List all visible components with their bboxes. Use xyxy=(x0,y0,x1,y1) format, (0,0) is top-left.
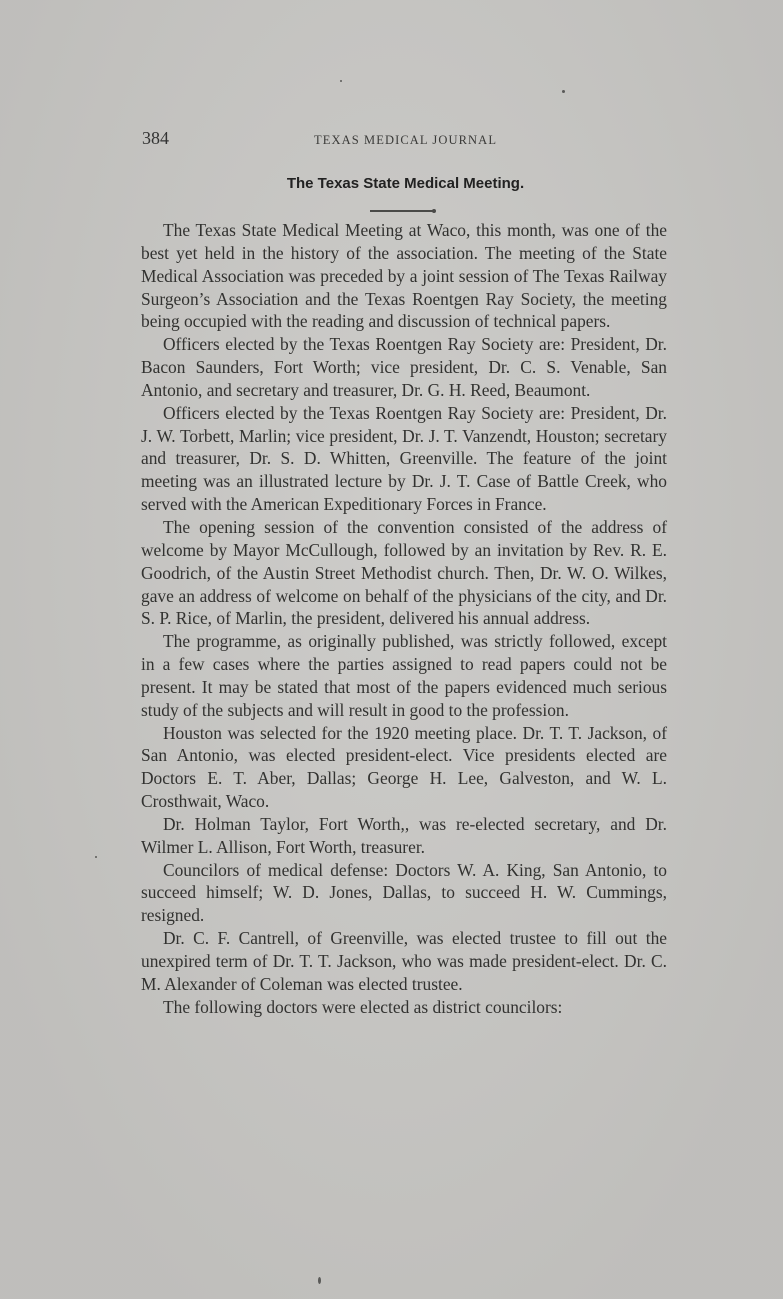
paragraph: Dr. Holman Taylor, Fort Worth,, was re-elected secretary, and Dr. Wilmer L. Allison, Fort Worth, treasurer. xyxy=(141,813,667,857)
paper-speck xyxy=(318,1277,321,1284)
title-rule xyxy=(370,210,433,212)
journal-title: TEXAS MEDICAL JOURNAL xyxy=(314,133,498,147)
paper-speck xyxy=(95,856,97,858)
paragraph: The opening session of the convention consisted of the address of welcome by Mayor McCullough, followed by an invitation by Rev. R. E. Goodrich, of the Austin Street Methodist church. Then, Dr. W. O. Wilkes, gave an address of welcome on behalf of the physicians of the city, and Dr. S. P. Rice, of Marlin, the president, delivered his annual address. xyxy=(141,516,667,629)
paragraph: The following doctors were elected as district councilors: xyxy=(163,996,563,1017)
paragraph: Councilors of medical defense: Doctors W. A. King, San Antonio, to succeed himself; W. D. Jones, Dallas, to succeed H. W. Cummings, resigned. xyxy=(141,859,667,926)
article-title: The Texas State Medical Meeting. xyxy=(286,175,525,192)
paragraph: Houston was selected for the 1920 meeting place. Dr. T. T. Jackson, of San Antonio, was elected president-elect. Vice presidents elected are Doctors E. T. Aber, Dallas; George H. Lee, Galveston, and W. L. Crosthwait, Waco. xyxy=(141,722,667,812)
paper-speck xyxy=(340,80,342,82)
article-body xyxy=(141,219,667,1019)
paragraph: Dr. C. F. Cantrell, of Greenville, was elected trustee to fill out the unexpired term of Dr. T. T. Jackson, who was made president-elect. Dr. C. M. Alexander of Coleman was elected trustee. xyxy=(141,928,667,994)
paper-speck xyxy=(562,90,565,93)
running-head xyxy=(142,128,672,152)
paragraph: Officers elected by the Texas Roentgen Ray Society are: President, Dr. J. W. Torbett, Marlin; vice president, Dr. J. T. Vanzendt, Houston; secretary and treasurer, Dr. S. D. Whitten, Greenville. The feature of the joint meeting was an illustrated lecture by Dr. J. T. Case of Battle Creek, who served with the American Expeditionary Forces in France. xyxy=(141,402,667,515)
paragraph: The programme, as originally published, was strictly followed, except in a few cases where the parties assigned to read papers could not be present. It may be stated that most of the papers evidenced much serious study of the subjects and will result in good to the profession. xyxy=(141,631,667,720)
paragraph: The Texas State Medical Meeting at Waco, this month, was one of the best yet held in the history of the association. The meeting of the State Medical Association was preceded by a joint session of The Texas Railway Surgeon’s Association and the Texas Roentgen Ray Society, the meeting being occupied with the reading and discussion of technical papers. xyxy=(141,220,667,332)
paragraph: Officers elected by the Texas Roentgen Ray Society are: President, Dr. Bacon Saunders, Fort Worth; vice president, Dr. C. S. Venable, San Antonio, and secretary and treasurer, Dr. G. H. Reed, Beaumont. xyxy=(141,334,667,400)
page-number: 384 xyxy=(142,128,169,148)
